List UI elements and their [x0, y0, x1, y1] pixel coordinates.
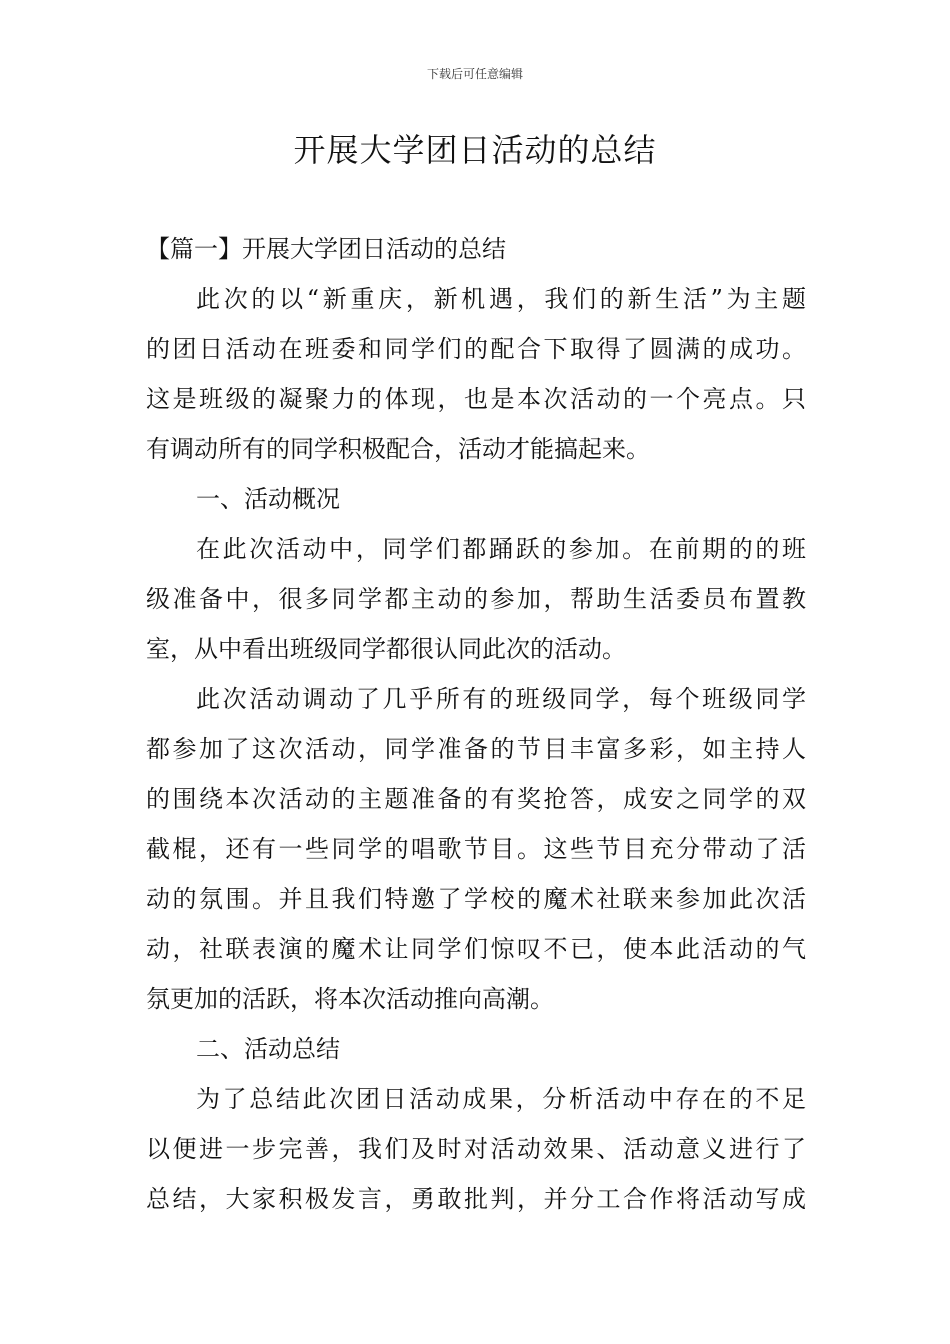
document-body — [146, 224, 806, 1224]
text-line: 室，从中看出班级同学都很认同此次的活动。 — [146, 635, 626, 663]
text-line: 氛更加的活跃，将本次活动推向高潮。 — [146, 985, 554, 1013]
paragraph — [146, 274, 806, 474]
text-line: 级准备中，很多同学都主动的参加，帮助生活委员布置教 — [146, 585, 806, 613]
header-note: 下载后可任意编辑 — [426, 67, 523, 81]
text-line: 以便进一步完善，我们及时对活动效果、活动意义进行了 — [146, 1135, 806, 1163]
text-line: 【篇一】开展大学团日活动的总结 — [146, 235, 506, 263]
text-line: 总结，大家积极发言，勇敢批判，并分工合作将活动写成 — [146, 1185, 806, 1213]
text-line: 这是班级的凝聚力的体现，也是本次活动的一个亮点。只 — [146, 385, 806, 413]
text-line: 在此次活动中，同学们都踊跃的参加。在前期的的班 — [196, 535, 806, 563]
text-line: 此次活动调动了几乎所有的班级同学，每个班级同学 — [196, 685, 806, 713]
text-line: 都参加了这次活动，同学准备的节目丰富多彩，如主持人 — [146, 735, 806, 763]
section-heading — [146, 474, 806, 524]
text-line: 二、活动总结 — [196, 1035, 340, 1063]
text-line: 的团日活动在班委和同学们的配合下取得了圆满的成功。 — [146, 335, 806, 363]
text-line: 的围绕本次活动的主题准备的有奖抢答，成安之同学的双 — [146, 785, 806, 813]
text-line: 此次的以“新重庆，新机遇，我们的新生活”为主题 — [196, 285, 806, 313]
text-line: 有调动所有的同学积极配合，活动才能搞起来。 — [146, 435, 650, 463]
text-line: 动的氛围。并且我们特邀了学校的魔术社联来参加此次活 — [146, 885, 806, 913]
text-line: 一、活动概况 — [196, 485, 340, 513]
text-line: 截棍，还有一些同学的唱歌节目。这些节目充分带动了活 — [146, 835, 806, 863]
text-line: 为了总结此次团日活动成果，分析活动中存在的不足 — [196, 1085, 806, 1113]
section-heading — [146, 1024, 806, 1074]
paragraph — [146, 674, 806, 1024]
document-title: 开展大学团日活动的总结 — [293, 131, 657, 169]
text-line: 动，社联表演的魔术让同学们惊叹不已，使本此活动的气 — [146, 935, 806, 963]
paragraph — [146, 524, 806, 674]
section-heading — [146, 224, 806, 274]
paragraph — [146, 1074, 806, 1224]
